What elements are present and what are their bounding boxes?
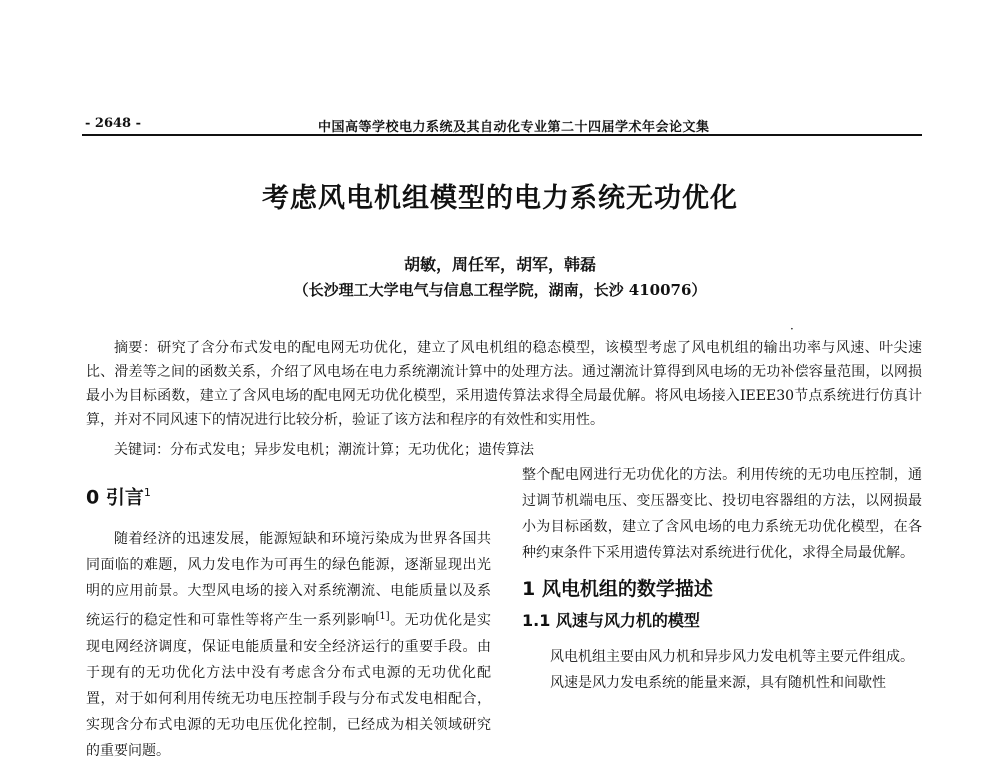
keywords: 关键词：分布式发电；异步发电机；潮流计算；无功优化；遗传算法 — [114, 442, 534, 458]
citation-1: [1] — [375, 611, 390, 622]
section-heading-1: 1 风电机组的数学描述 — [522, 578, 713, 600]
intro-paragraph — [86, 526, 491, 764]
journal-header: 中国高等学校电力系统及其自动化专业第二十四届学术年会论文集 — [318, 120, 710, 135]
right-paragraph-1: 整个配电网进行无功优化的方法。利用传统的无功电压控制，通过调节机端电压、变压器变比、投切电容器组的方法，以网损最小为目标函数，建立了含风电场的电力系统无功优化模型，在各种约束条件下采用遗传算法对系统进行优化，求得全局最优解。 — [522, 467, 922, 561]
intro-text-1: 随着经济的迅速发展，能源短缺和环境污染成为世界各国共同面临的难题，风力发电作为可再生的绿色能源，逐渐显现出光明的应用前景。大型风电场的接入对系统潮流、电能质量以及系统运行的稳定性和可靠性等将产生一系列影响 — [86, 531, 491, 629]
intro-heading-text: 0 引言 — [86, 486, 144, 509]
affiliation: （长沙理工大学电气与信息工程学院，湖南，长沙 410076） — [293, 281, 707, 299]
authors: 胡敏，周任军，胡军，韩磊 — [403, 255, 596, 274]
abstract: 摘要：研究了含分布式发电的配电网无功优化，建立了风电机组的稳态模型，该模型考虑了风电机组的输出功率与风速、叶尖速比、滑差等之间的函数关系，介绍了风电场在电力系统潮流计算中的处理方法。通过潮流计算得到风电场的无功补偿容量范围，以网损最小为目标函数，建立了含风电场的配电网无功优化模型，采用遗传算法求得全局最优解。将风电场接入IEEE30节点系统进行仿真计算，并对不同风速下的情况进行比较分析，验证了该方法和程序的有效性和实用性。 — [86, 340, 922, 428]
right-column — [522, 462, 922, 696]
paper-title: 考虑风电机组模型的电力系统无功优化 — [262, 183, 738, 214]
intro-text-2: 。无功优化是实现电网经济调度，保证电能质量和安全经济运行的重要手段。由于现有的无功优化方法中没有考虑含分布式电源的无功优化配置，对于如何利用传统无功电压控制手段与分布式发电相配合，实现含分布式电源的无功电压优化控制，已经成为相关领域研究的重要问题。 — [86, 612, 492, 759]
subsection-heading-1-1: 1.1 风速与风力机的模型 — [522, 611, 700, 630]
page-number: - 2648 - — [85, 116, 142, 131]
intro-footnote-mark: 1 — [143, 486, 151, 499]
stray-dot: · — [790, 322, 794, 336]
section-heading-intro — [86, 480, 491, 509]
header-rule — [82, 134, 922, 136]
right-paragraph-2: 风电机组主要由风力机和异步风力发电机等主要元件组成。 — [550, 649, 914, 665]
left-column — [86, 462, 491, 764]
right-paragraph-3: 风速是风力发电系统的能量来源，具有随机性和间歇性 — [550, 675, 886, 691]
